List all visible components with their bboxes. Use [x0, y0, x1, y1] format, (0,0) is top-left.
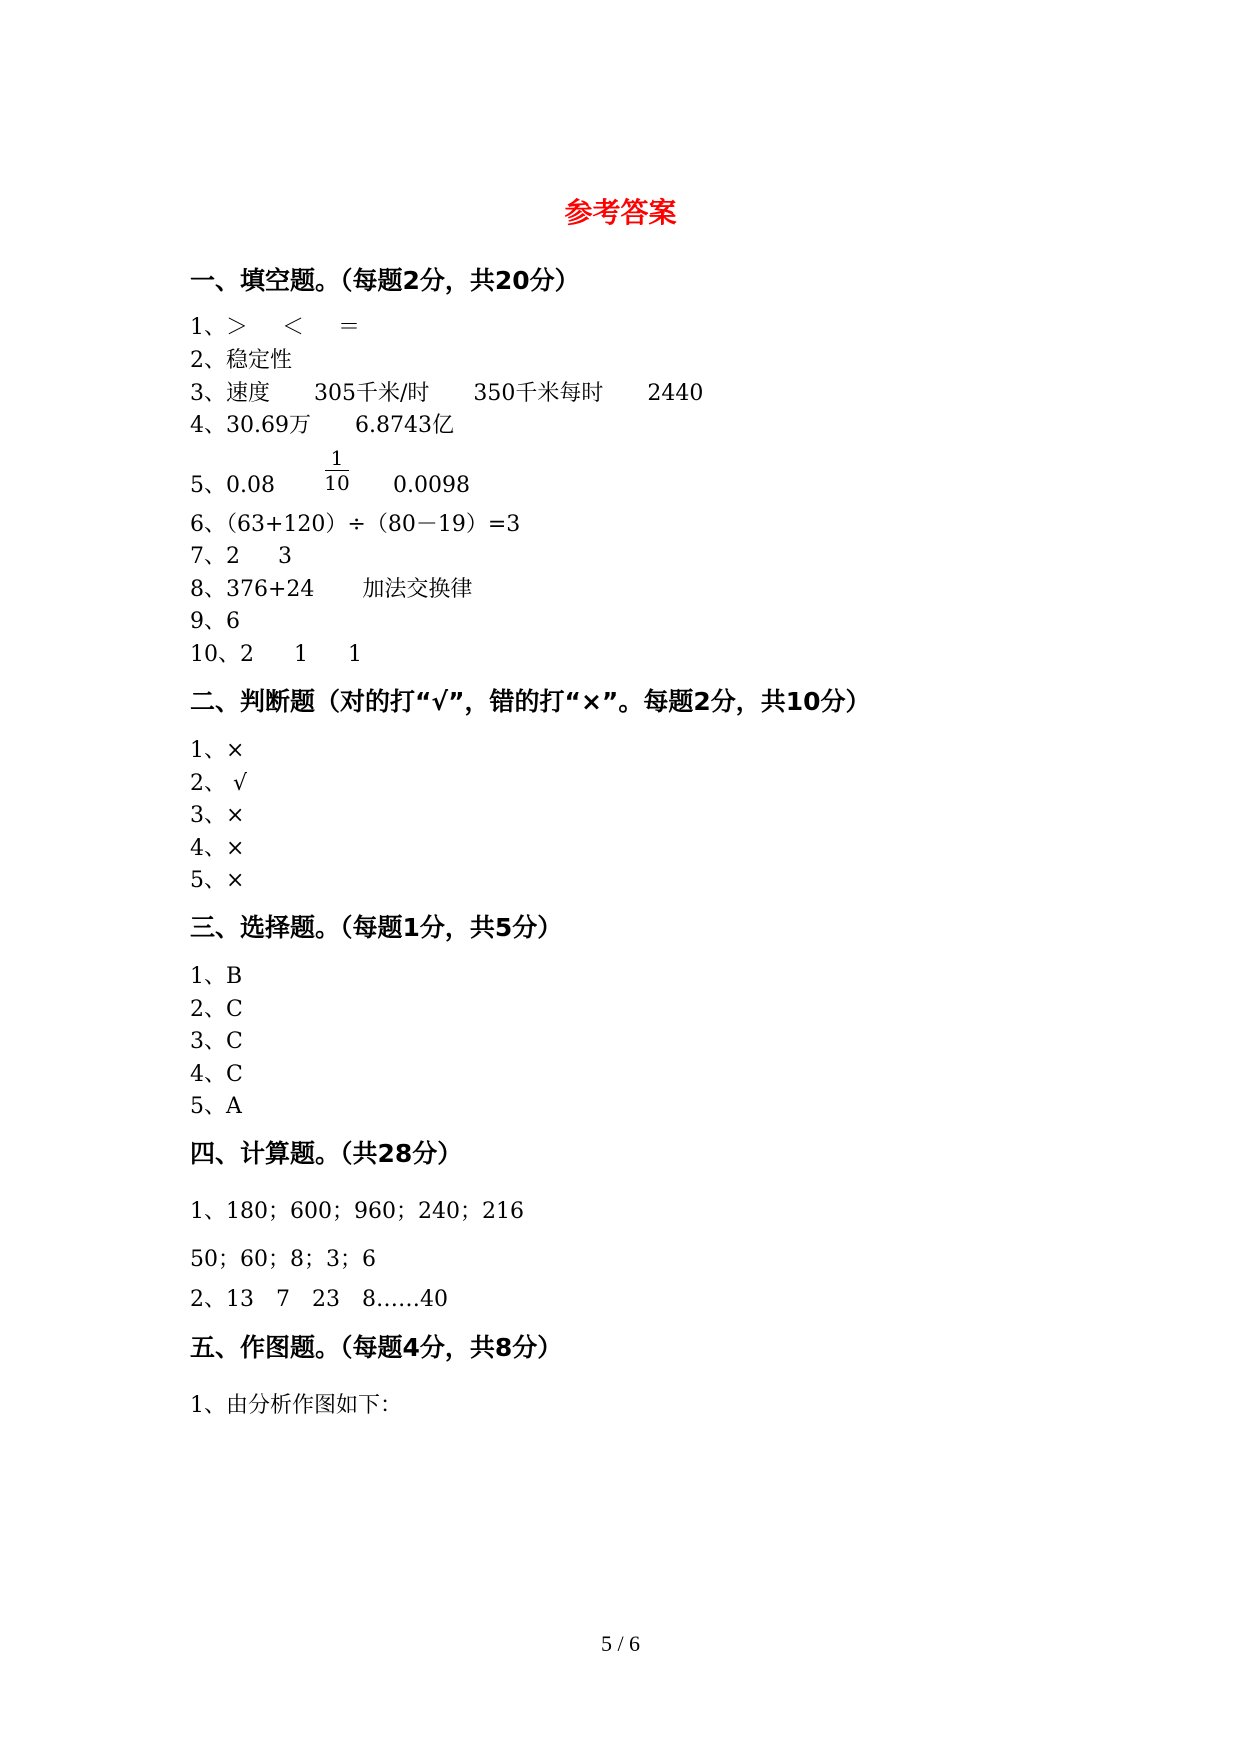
fraction-one-tenth: 1 10: [324, 446, 350, 495]
answer-line-10: 10、2 1 1: [190, 642, 362, 667]
choice-answer-2: 2、C: [190, 997, 243, 1022]
choice-answer-1: 1、B: [190, 964, 243, 989]
answer-line-7: 7、2 3: [190, 544, 292, 569]
answer-line-9: 9、6: [190, 609, 240, 634]
answer-line-3: 3、速度 305千米/时 350千米每时 2440: [190, 381, 704, 406]
answer-line-5: 5、0.08 0.0098: [190, 473, 470, 498]
section-heading-multiple-choice: 三、选择题。（每题1分，共5分）: [190, 913, 563, 942]
tf-answer-1: 1、×: [190, 738, 245, 763]
answer-line-1: 1、＞ ＜ ＝: [190, 315, 361, 340]
calc-line-3: 2、13 7 23 8……40: [190, 1287, 448, 1312]
tf-answer-3: 3、×: [190, 803, 245, 828]
section-heading-drawing: 五、作图题。（每题4分，共8分）: [190, 1333, 563, 1362]
drawing-line-1: 1、由分析作图如下：: [190, 1393, 402, 1418]
section-heading-true-false: 二、判断题（对的打“√”，错的打“×”。每题2分，共10分）: [190, 687, 871, 716]
choice-answer-3: 3、C: [190, 1029, 243, 1054]
section-heading-calculation: 四、计算题。（共28分）: [190, 1139, 463, 1168]
calc-line-2: 50；60；8；3；6: [190, 1247, 376, 1272]
tf-answer-5: 5、×: [190, 868, 245, 893]
section-heading-fill-blank: 一、填空题。（每题2分，共20分）: [190, 266, 580, 295]
page-title: 参考答案: [564, 196, 677, 229]
choice-answer-5: 5、A: [190, 1094, 242, 1119]
answer-line-6: 6、（63+120）÷（80－19）=3: [190, 512, 521, 537]
tf-answer-2: 2、 √: [190, 771, 248, 796]
answer-line-8: 8、376+24 加法交换律: [190, 577, 473, 602]
answer-line-2: 2、稳定性: [190, 348, 293, 373]
tf-answer-4: 4、×: [190, 836, 245, 861]
choice-answer-4: 4、C: [190, 1062, 243, 1087]
page-number: 5 / 6: [600, 1631, 641, 1656]
answer-line-4: 4、30.69万 6.8743亿: [190, 413, 454, 438]
calc-line-1: 1、180；600；960；240；216: [190, 1199, 524, 1224]
